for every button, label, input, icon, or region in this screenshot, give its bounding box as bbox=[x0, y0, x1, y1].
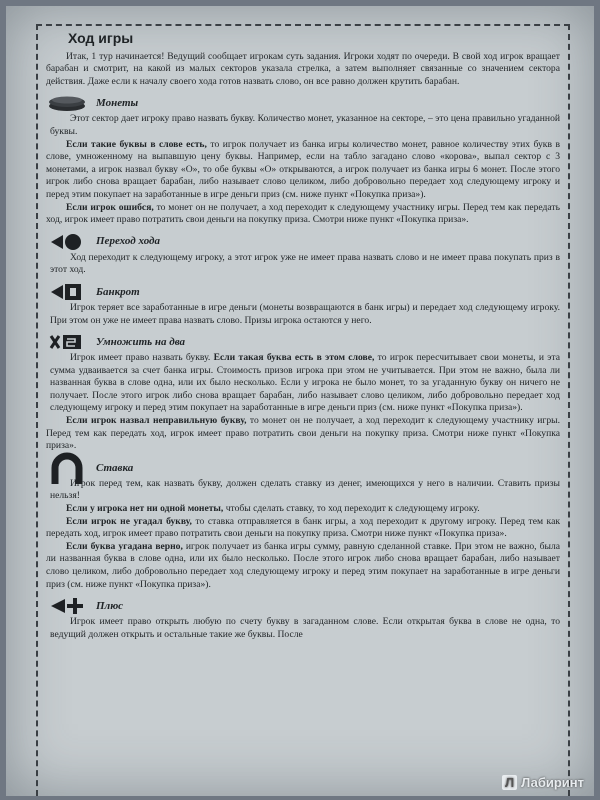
rules-text bbox=[46, 32, 560, 641]
paragraph: Если игрок не угадал букву, то ставка отправляется в банк игры, а ход переходит к другому игроку. Перед тем как передать ход, игрок имеет право потратить свои деньги на покупку приза. Смотри ниже пункт «Покупка приза». bbox=[46, 515, 560, 540]
section-coins bbox=[46, 93, 560, 226]
section-bankrupt bbox=[46, 282, 560, 327]
paragraph: Этот сектор дает игроку право назвать букву. Количество монет, указанное на секторе, – это цена правильно угаданной буквы. bbox=[50, 113, 560, 137]
multiply-icon bbox=[46, 332, 88, 352]
page-title: Ход игры bbox=[68, 30, 134, 46]
section-plus bbox=[46, 596, 560, 641]
document-page bbox=[6, 6, 594, 796]
plus-icon bbox=[46, 596, 88, 616]
section-bet bbox=[46, 458, 560, 591]
watermark bbox=[502, 775, 584, 790]
paragraph: Если игрок ошибся, то монет он не получает, а ход переходит к следующему участнику игры. Перед тем как передать ход, игрок имеет право потратить свои деньги на покупку приза. Смотри ниже пункт «Покупка приза». bbox=[46, 201, 561, 226]
paragraph: Игрок имеет право назвать букву. Если такая буква есть в этом слове, то игрок пересчитывает свои монеты, и эта сумма удваивается за счет банка игры. Стоимость призов игрока при этом не учитывается. При этом не важно, была ли названная буква в слове одна, или их было несколько. Если у игрока не было монет, то за угаданную букву он ничего не получает. После этого игрок либо снова вращает барабан, либо называет слово целиком, либо добровольно передает ход следующему игроку и перед этим покупает на заработанные в игре деньги приз (см. ниже пункт «Покупка приза»). bbox=[50, 352, 560, 414]
paragraph: Игрок теряет все заработанные в игре деньги (монеты возвращаются в банк игры) и передает ход следующему игроку. При этом он уже не имеет права назвать слово. Призы игрока остаются у него. bbox=[50, 301, 560, 326]
section-label: Плюс bbox=[96, 599, 123, 612]
paragraph: Ход переходит к следующему игроку, а этот игрок уже не имеет права назвать слово и не имеет права покупать приз в этот ход. bbox=[50, 251, 560, 276]
section-double bbox=[46, 332, 560, 453]
pass-turn-icon bbox=[46, 232, 88, 252]
paragraph: Если буква угадана верно, игрок получает из банка игры сумму, равную сделанной ставке. При этом не важно, была ли названная буква в слове одна, или их было несколько. После этого игрок либо снова вращает барабан, либо называет слово целиком, либо добровольно передает ход следующему игроку и перед этим покупает на заработанные в игре деньги приз (см. ниже пункт «Покупка приза»). bbox=[46, 540, 560, 590]
watermark-text: Лабиринт bbox=[521, 775, 584, 790]
coins-icon bbox=[46, 93, 88, 113]
section-label: Банкрот bbox=[96, 285, 140, 298]
section-label: Ставка bbox=[96, 461, 134, 474]
section-label: Умножить на два bbox=[96, 335, 186, 348]
section-pass-turn bbox=[46, 232, 560, 277]
section-label: Переход хода bbox=[96, 235, 161, 248]
paragraph: Если такие буквы в слове есть, то игрок получает из банка игры количество монет, равное количеству этих букв в слове, умноженному на выпавшую цену буквы. Например, если на табло загадано слово «корова», выпал сектор с 3 монетами, а игрок назвал букву «О», то обе буквы «О» открываются, а игрок получает из банка игры 6 монет. После этого игрок либо снова вращает барабан, либо называет слово целиком, либо добровольно передает ход следующему игроку и перед этим покупает на заработанные в игре деньги приз (см. ниже пункт «Покупка приза»). bbox=[46, 138, 560, 200]
section-label: Монеты bbox=[96, 97, 139, 110]
paragraph: Игрок перед тем, как назвать букву, должен сделать ставку из денег, имеющихся у него в наличии. Ставить призы нельзя! bbox=[50, 477, 560, 502]
paragraph: Игрок имеет право открыть любую по счету букву в загаданном слове. Если открытая буква в слове не одна, то ведущий должен открыть и остальные такие же буквы. После bbox=[50, 616, 560, 640]
watermark-badge: Л bbox=[502, 775, 517, 790]
paragraph: Если игрок назвал неправильную букву, то монет он не получает, а ход переходит к следующему участнику игры. Перед тем как передать ход, игрок имеет право потратить свои деньги на покупку приза. Смотри ниже пункт «Покупка приза». bbox=[46, 415, 560, 452]
bankrupt-icon bbox=[46, 282, 88, 302]
intro-paragraph: Итак, 1 тур начинается! Ведущий сообщает игрокам суть задания. Игроки ходят по очереди. В свой ход игрок вращает барабан и смотрит, на какой из малых секторов указала стрелка, а затем выполняет связанные со значением сектора действия. Даже если к началу своего хода готов назвать слово, он все равно должен крутить барабан. bbox=[46, 50, 560, 87]
paragraph: Если у игрока нет ни одной монеты, чтобы сделать ставку, то ход переходит к следующему игроку. bbox=[66, 503, 480, 515]
